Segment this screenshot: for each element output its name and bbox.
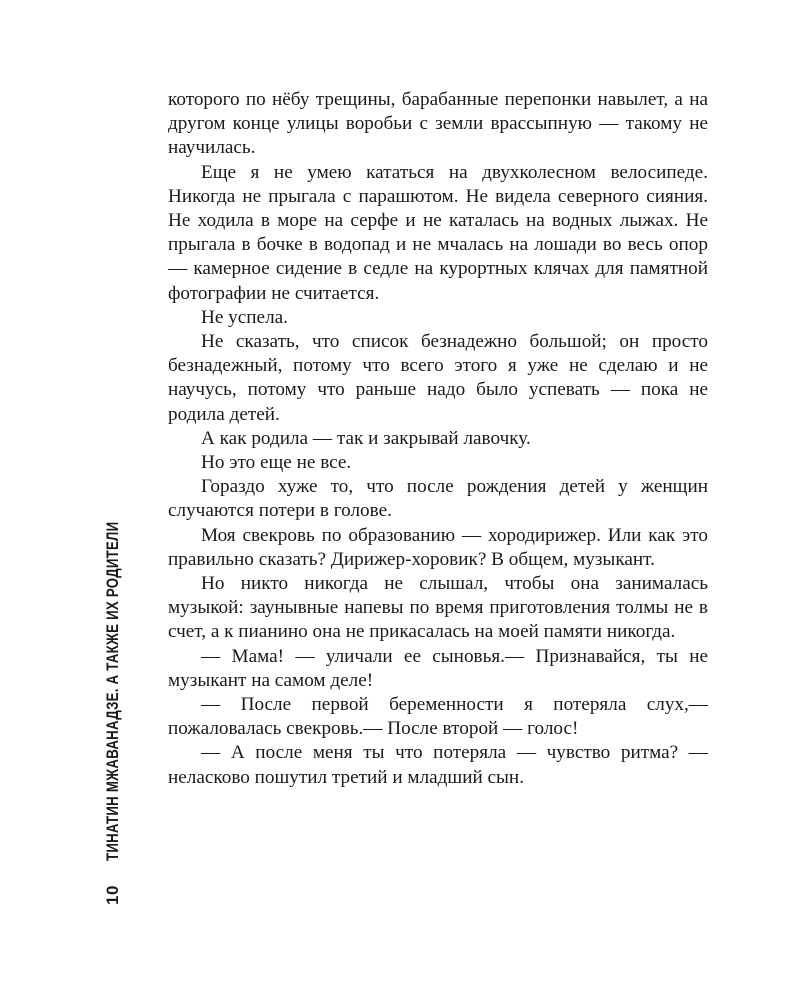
paragraph-7: Гораздо хуже то, что после рождения детей у женщин случаются потери в голове. (168, 476, 708, 522)
running-head (103, 426, 123, 905)
paragraph-12: — А после меня ты что потеряла — чувство ритма? — неласково пошутил третий и младший сын. (168, 742, 708, 788)
paragraph-6: Но это еще не все. (201, 452, 352, 474)
paragraph-11: — После первой беременности я потеряла слух,— пожаловалась свекровь.— После второй — голос! (168, 694, 708, 740)
body-text (168, 88, 708, 790)
paragraph-9: Но никто никогда не слышал, чтобы она занималась музыкой: заунывные напевы по время приготовления толмы не в счет, а к пианино она не прикасалась на моей памяти никогда. (168, 573, 708, 643)
paragraph-2: Еще я не умею кататься на двухколесном велосипеде. Никогда не прыгала с парашютом. Не видела северного сияния. Не ходила в море на серфе и не каталась на водных лыжах. Не прыгала в бочке в водопад и не мчалась на лошади во весь опор — камерное сидение в седле на курортных клячах для памятной фотографии не считается. (168, 161, 708, 304)
paragraph-8: Моя свекровь по образованию — хородирижер. Или как это правильно сказать? Дирижер-хоровик? В общем, музыкант. (168, 524, 708, 570)
running-head-title: ТИНАТИН МЖАВАНАДЗЕ. А ТАКЖЕ ИХ РОДИТЕЛИ (103, 521, 122, 862)
paragraph-10: — Мама! — уличали ее сыновья.— Признавайся, ты не музыкант на самом деле! (168, 645, 708, 691)
paragraph-4: Не сказать, что список безнадежно большой; он просто безнадежный, потому что всего этого я уже не сделаю и не научусь, потому что раньше надо было успевать — пока не родила детей. (168, 331, 708, 425)
page-number: 10 (103, 885, 122, 905)
paragraph-1: которого по нёбу трещины, барабанные перепонки навылет, а на другом конце улицы воробьи с земли врассыпную — такому не научилась. (168, 89, 708, 159)
paragraph-5: А как родила — так и закрывай лавочку. (201, 427, 531, 449)
paragraph-3: Не успела. (201, 306, 288, 328)
